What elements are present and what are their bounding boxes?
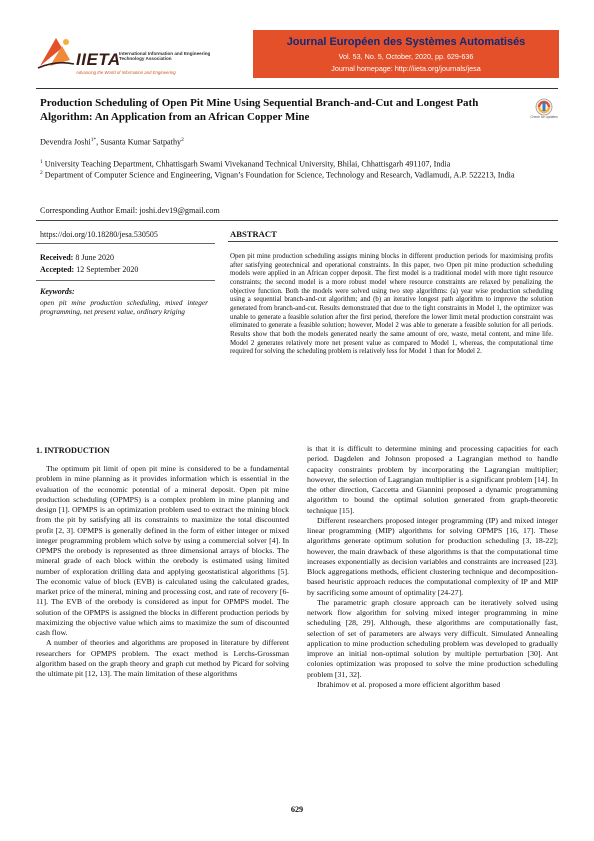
body-paragraph: Different researchers proposed integer programming (IP) and mixed integer linear programming (MIP) algorithms for solving OPMPS [16, 17]. These algorithms generate optimum solution for production scheduling [3, 18-22]; however, the main drawback of these algorithms is that the computational time increases exponentially as decision variables and constraints are increased [23]. Block aggregations methods, efficient clustering technique and decomposition-based heuristic approach reduces the computational complexity of IP and MIP by sacrificing some amount of optimality [24-27]. <box>307 515 558 597</box>
page-number: 629 <box>290 805 304 814</box>
abstract-text: Open pit mine production scheduling assigns mining blocks in different production periods for maximising profits after satisfying geotechnical and operational constraints. In this paper, two Open pit mine production scheduling models were applied in an African copper deposit. The first model is a traditional model with more tight resource constraints; the second model is a more robust model where resource constraints are relaxed by penalizing the objective function. Both the models were solved using two step algorithms: (a) year wise production scheduling using a sequential branch-and-cut algorithm; and (b) an iterative longest path algorithm to improve the solution generated from branch-and-cut. Results demonstrated that due to the tight constraints in Model 1, the optimizer was unable to generate a feasible solution after the first period, therefore the lower limit metal production constraint was eliminated to generate a feasible solution; however, Model 2 was able to generate a feasible solution for all periods. Results show that both the models generated nearly the same amount of ore, waste, metal content, and mine life. Model 2 generates relatively more net present value as compared to Model 1, whereas, the computational time required for solving the scheduling problem is relatively less for Model 1 than for Model 2. <box>230 253 553 356</box>
keywords-list: open pit mine production scheduling, mixed integer programming, net present value, ordinary kriging <box>40 298 208 317</box>
journal-homepage <box>253 64 559 73</box>
keywords-heading: Keywords: <box>40 287 75 296</box>
paper-title: Production Scheduling of Open Pit Mine Using Sequential Branch-and-Cut and Longest Path Algorithm: An Application from an African Copper Mine <box>40 97 479 123</box>
logo-motto: Advancing the World of Information and Engineering <box>76 70 176 75</box>
info-rule-1 <box>36 243 215 244</box>
abstract-heading: ABSTRACT <box>230 229 277 239</box>
accepted-value: 12 September 2020 <box>76 265 139 274</box>
title-block-rule <box>36 220 558 221</box>
journal-name: Journal Européen des Systèmes Automatisés <box>286 36 526 48</box>
abstract-rule <box>228 241 558 242</box>
accepted-date <box>40 265 138 274</box>
affiliation-2-mark: 2 <box>40 170 43 176</box>
author-1-affil-mark: 1* <box>90 137 97 143</box>
accepted-label: Accepted: <box>40 265 75 274</box>
affiliation-1-mark: 1 <box>40 159 43 165</box>
section-heading-introduction: 1. INTRODUCTION <box>36 446 110 455</box>
affiliation-2 <box>40 168 556 181</box>
author-separator: , <box>96 137 101 147</box>
author-list <box>40 137 184 147</box>
header-rule <box>36 88 558 89</box>
body-column-left <box>36 464 289 679</box>
affiliation-1-text: University Teaching Department, Chhattisgarh Swami Vivekanand Technical University, Bhilai, Chhattisgarh 491107, India <box>44 159 451 169</box>
corresponding-author: Corresponding Author Email: joshi.dev19@gmail.com <box>40 206 220 215</box>
logo-brand-text: IIETA <box>76 50 121 69</box>
affiliation-2-text: Department of Computer Science and Engineering, Vignan’s Foundation for Science, Technology and Research, Vadlamudi, A.P. 522213, India <box>44 170 515 180</box>
info-rule-2 <box>36 280 215 281</box>
check-for-updates-badge[interactable] <box>530 98 558 128</box>
journal-volume: Vol. 53, No. 5, October, 2020, pp. 629-636 <box>338 52 474 61</box>
body-paragraph: The optimum pit limit of open pit mine is considered to be a fundamental problem in mine planning as it provides information which is essential in the evaluation of the economic potential of a mineral deposit. Open pit mine production scheduling (OPMPS) is a complex problem in mine planning and design [1]. OPMPS is an optimization problem used to extract the mining block from the pit by satisfying all its constraints to maximize the total discounted profit [2, 3]. OPMPS is generally defined in the form of either integer or mixed integer programming problem which solve by using a commercial solver [4]. In OPMPS the orebody is represented as three dimensional arrays of blocks. The mineral grade of each block within the orebody is estimated using limited number of exploration drilling data and applying geostatistical algorithms [5]. The economic value of block (EVB) is calculated using the calculated grades, market price of the mineral, mining and processing cost, and rate of recovery [6-11]. The EVB of the orebody is considered as input for OPMPS model. The solution of the OPMPS is assigned the blocks in different production periods by maximizing the objective value which aims to maximize the sum of discounted cash flow. <box>36 464 289 637</box>
homepage-link[interactable]: http://iieta.org/journals/jesa <box>394 64 481 73</box>
received-value: 8 June 2020 <box>75 253 114 262</box>
author-2-affil-mark: 2 <box>181 137 184 143</box>
body-paragraph: Ibrahimov et al. proposed a more efficient algorithm based <box>317 679 501 689</box>
logo-organization-name: International Information and Engineering Technology Association <box>119 51 211 62</box>
received-label: Received: <box>40 253 74 262</box>
body-column-right <box>307 444 558 690</box>
doi-link[interactable]: https://doi.org/10.18280/jesa.530505 <box>40 230 158 239</box>
journal-banner <box>253 30 559 78</box>
body-paragraph: is that it is difficult to determine mining and processing capacities for each period. Dagdelen and Johnson proposed a Lagrangian method to handle capacity constraints problem by incorporating the Lagrangian multiplier; however, the selection of Lagrangian multiplier is a significant problem [14]. In the other direction, Caccetta and Giannini proposed a dynamic programming algorithm to bound the optimal solution generated from graph-theoretic technique [15]. <box>307 444 558 515</box>
author-1: Devendra Joshi <box>40 137 91 147</box>
body-paragraph: The parametric graph closure approach can be iteratively solved using network flow algorithm for solving mixed integer programming in mine scheduling [28, 29]. Although, these algorithms are computationally fast, selection of set of parameters are always very difficult. Simulated Annealing application to mine production scheduling problem was developed to gradually improve an initial non-optimal solution by multiple perturbation [30]. Ant colonies optimization was proposed to solve the mine production scheduling problem [31, 32]. <box>307 597 558 679</box>
iieta-emblem-icon <box>36 34 76 70</box>
publisher-logo <box>36 34 236 78</box>
check-updates-label: Check for updates <box>530 115 558 119</box>
body-paragraph: A number of theories and algorithms are proposed in literature by different researchers for OPMPS problem. The exact method is Lerchs-Grossman algorithm based on the graph theory and graph cut method by Picard for solving the ultimate pit [12, 13]. The main limitation of these algorithms <box>36 638 289 678</box>
check-updates-icon <box>530 98 558 116</box>
received-date <box>40 253 114 262</box>
homepage-label: Journal homepage: <box>331 64 393 73</box>
author-2: Susanta Kumar Satpathy <box>100 137 182 147</box>
